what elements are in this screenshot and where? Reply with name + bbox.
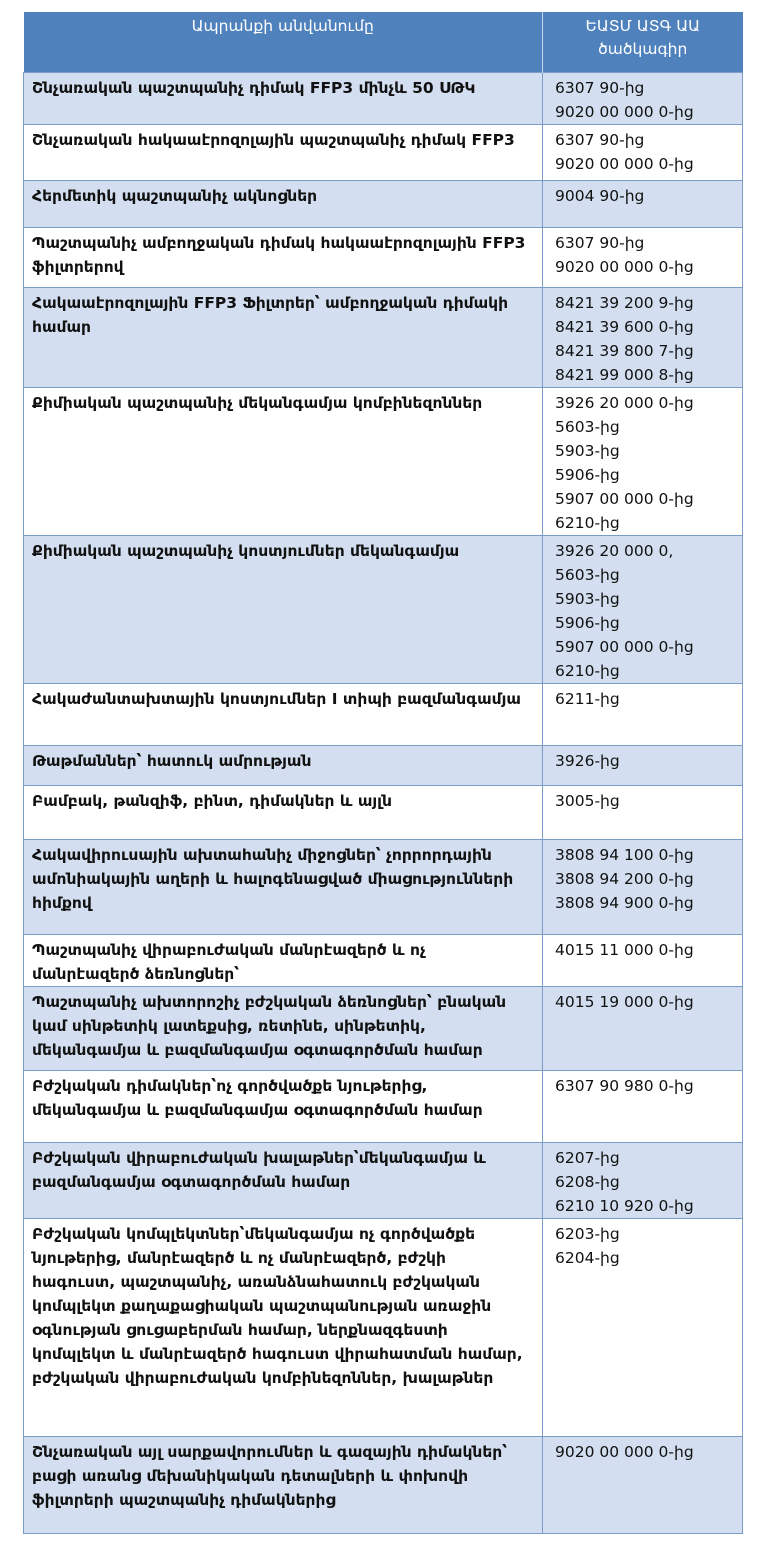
product-name-cell: Հակաժանտախտային կոստյումներ I տիպի բազմանգամյա — [24, 684, 543, 746]
hs-code: 8421 39 800 7-ից — [555, 342, 694, 360]
hs-code: 5906-ից — [555, 614, 620, 632]
header-hs-code-line-2: ծածկագիր — [598, 40, 688, 58]
hs-code: 8421 99 000 8-ից — [555, 366, 694, 384]
table-row — [24, 746, 743, 786]
hs-code: 6203-ից — [555, 1225, 620, 1243]
hs-code: 5603-ից — [555, 418, 620, 436]
product-name-cell: Հակաաէրոզոլային FFP3 Ֆիլտրեր՝ ամբողջական դիմակի համար — [24, 288, 543, 388]
table-row — [24, 1219, 743, 1437]
hs-code: 3808 94 100 0-ից — [555, 846, 694, 864]
table-row — [24, 935, 743, 987]
hs-code: 4015 19 000 0-ից — [555, 993, 694, 1011]
product-name-cell: Շնչառական պաշտպանիչ դիմակ FFP3 մինչև 50 ՍԹԿ — [24, 73, 543, 125]
table-row — [24, 1143, 743, 1219]
product-name-cell: Հերմետիկ պաշտպանիչ ակնոցներ — [24, 181, 543, 228]
hs-code-cell — [543, 1437, 743, 1534]
hs-code-cell — [543, 935, 743, 987]
hs-code: 6307 90-ից — [555, 234, 645, 252]
hs-code: 5907 00 000 0-ից — [555, 638, 694, 656]
table-row — [24, 228, 743, 288]
hs-code: 3926-ից — [555, 752, 620, 770]
hs-code: 6207-ից — [555, 1149, 620, 1167]
hs-code: 5603-ից — [555, 566, 620, 584]
table-row — [24, 684, 743, 746]
hs-code: 9020 00 000 0-ից — [555, 155, 694, 173]
product-name-cell: Բժշկական կոմպլեկտներ՝մեկանգամյա ոչ գործվածքե նյութերից, մանրէազերծ և ոչ մանրէազերծ, բժշկի հագուստ, պաշտպանիչ, առանձնահատուկ բժշկական կոմպլեկտ քաղաքացիական պաշտպանության առաջին օգնության ցուցաբերման համար, ներքնազգեստի կոմպլեկտ և մանրէազերծ հագուստ վիրահատման համար, բժշկական վիրաբուժական կոմբինեզոններ, խալաթներ — [24, 1219, 543, 1437]
hs-code: 3808 94 900 0-ից — [555, 894, 694, 912]
hs-code-cell — [543, 746, 743, 786]
table-row — [24, 288, 743, 388]
goods-table — [23, 12, 743, 1534]
hs-code: 3926 20 000 0, — [555, 542, 674, 560]
hs-code-cell — [543, 388, 743, 536]
hs-code: 6204-ից — [555, 1249, 620, 1267]
hs-code-cell — [543, 228, 743, 288]
hs-code: 3005-ից — [555, 792, 620, 810]
table-body — [24, 73, 743, 1534]
product-name-cell: Քիմիական պաշտպանիչ կոստյումներ մեկանգամյա — [24, 536, 543, 684]
header-product-name — [24, 12, 543, 73]
hs-code-cell — [543, 987, 743, 1071]
table-row — [24, 388, 743, 536]
hs-code: 6307 90-ից — [555, 79, 645, 97]
hs-code: 9020 00 000 0-ից — [555, 103, 694, 121]
hs-code-cell — [543, 1219, 743, 1437]
hs-code: 6307 90 980 0-ից — [555, 1077, 694, 1095]
hs-code: 8421 39 600 0-ից — [555, 318, 694, 336]
table-row — [24, 125, 743, 181]
hs-code-cell — [543, 288, 743, 388]
product-name-cell: Շնչառական հակաաէրոզոլային պաշտպանիչ դիմակ FFP3 — [24, 125, 543, 181]
table-row — [24, 840, 743, 935]
product-name-cell: Թաթմաններ՝ հատուկ ամրության — [24, 746, 543, 786]
product-name-cell: Պաշտպանիչ ախտորոշիչ բժշկական ձեռնոցներ՝ բնական կամ սինթետիկ լատեքսից, ռետինե, սինթետիկ, մեկանգամյա և բազմանգամյա օգտագործման համար — [24, 987, 543, 1071]
header-hs-code-line-1: ԵԱՏՄ ԱՏԳ ԱԱ — [585, 17, 700, 35]
hs-code: 3926 20 000 0-ից — [555, 394, 694, 412]
hs-code: 5907 00 000 0-ից — [555, 490, 694, 508]
hs-code: 6210 10 920 0-ից — [555, 1197, 694, 1215]
product-name-cell: Քիմիական պաշտպանիչ մեկանգամյա կոմբինեզոններ — [24, 388, 543, 536]
header-product-name-text: Ապրանքի անվանումը — [191, 17, 374, 35]
hs-code: 5903-ից — [555, 590, 620, 608]
hs-code: 9020 00 000 0-ից — [555, 1443, 694, 1461]
hs-code-cell — [543, 684, 743, 746]
hs-code-cell — [543, 125, 743, 181]
table-row — [24, 1071, 743, 1143]
hs-code: 6211-ից — [555, 690, 620, 708]
hs-code: 5903-ից — [555, 442, 620, 460]
hs-code-cell — [543, 181, 743, 228]
hs-code: 6208-ից — [555, 1173, 620, 1191]
product-name-cell: Պաշտպանիչ վիրաբուժական մանրէազերծ և ոչ մանրէազերծ ձեռնոցներ՝ — [24, 935, 543, 987]
hs-code: 6210-ից — [555, 662, 620, 680]
hs-code: 4015 11 000 0-ից — [555, 941, 694, 959]
table-row — [24, 181, 743, 228]
product-name-cell: Բժշկական դիմակներ՝ոչ գործվածքե նյութերից, մեկանգամյա և բազմանգամյա օգտագործման համար — [24, 1071, 543, 1143]
hs-code-cell — [543, 1143, 743, 1219]
hs-code-cell — [543, 1071, 743, 1143]
hs-code-cell — [543, 536, 743, 684]
product-name-cell: Հակավիրուսային ախտահանիչ միջոցներ՝ չորրորդային ամոնիակային աղերի և հալոգենացված միացությունների հիմքով — [24, 840, 543, 935]
hs-code: 9020 00 000 0-ից — [555, 258, 694, 276]
header-hs-code — [543, 12, 743, 73]
table-row — [24, 73, 743, 125]
product-name-cell: Բժշկական վիրաբուժական խալաթներ՝մեկանգամյա և բազմանգամյա օգտագործման համար — [24, 1143, 543, 1219]
hs-code-cell — [543, 786, 743, 840]
hs-code: 6307 90-ից — [555, 131, 645, 149]
hs-code: 5906-ից — [555, 466, 620, 484]
table-header-row — [24, 12, 743, 73]
product-name-cell: Բամբակ, թանզիֆ, բինտ, դիմակներ և այլն — [24, 786, 543, 840]
hs-code-cell — [543, 840, 743, 935]
hs-code: 3808 94 200 0-ից — [555, 870, 694, 888]
table-row — [24, 536, 743, 684]
table-row — [24, 987, 743, 1071]
hs-code: 8421 39 200 9-ից — [555, 294, 694, 312]
hs-code-cell — [543, 73, 743, 125]
table-row — [24, 1437, 743, 1534]
product-name-cell: Շնչառական այլ սարքավորումներ և գազային դիմակներ՝ բացի առանց մեխանիկական դետալների և փոխովի ֆիլտրերի պաշտպանիչ դիմակներից — [24, 1437, 543, 1534]
table-row — [24, 786, 743, 840]
hs-code: 9004 90-ից — [555, 187, 645, 205]
product-name-cell: Պաշտպանիչ ամբողջական դիմակ հակաաէրոզոլային FFP3 ֆիլտրերով — [24, 228, 543, 288]
hs-code: 6210-ից — [555, 514, 620, 532]
